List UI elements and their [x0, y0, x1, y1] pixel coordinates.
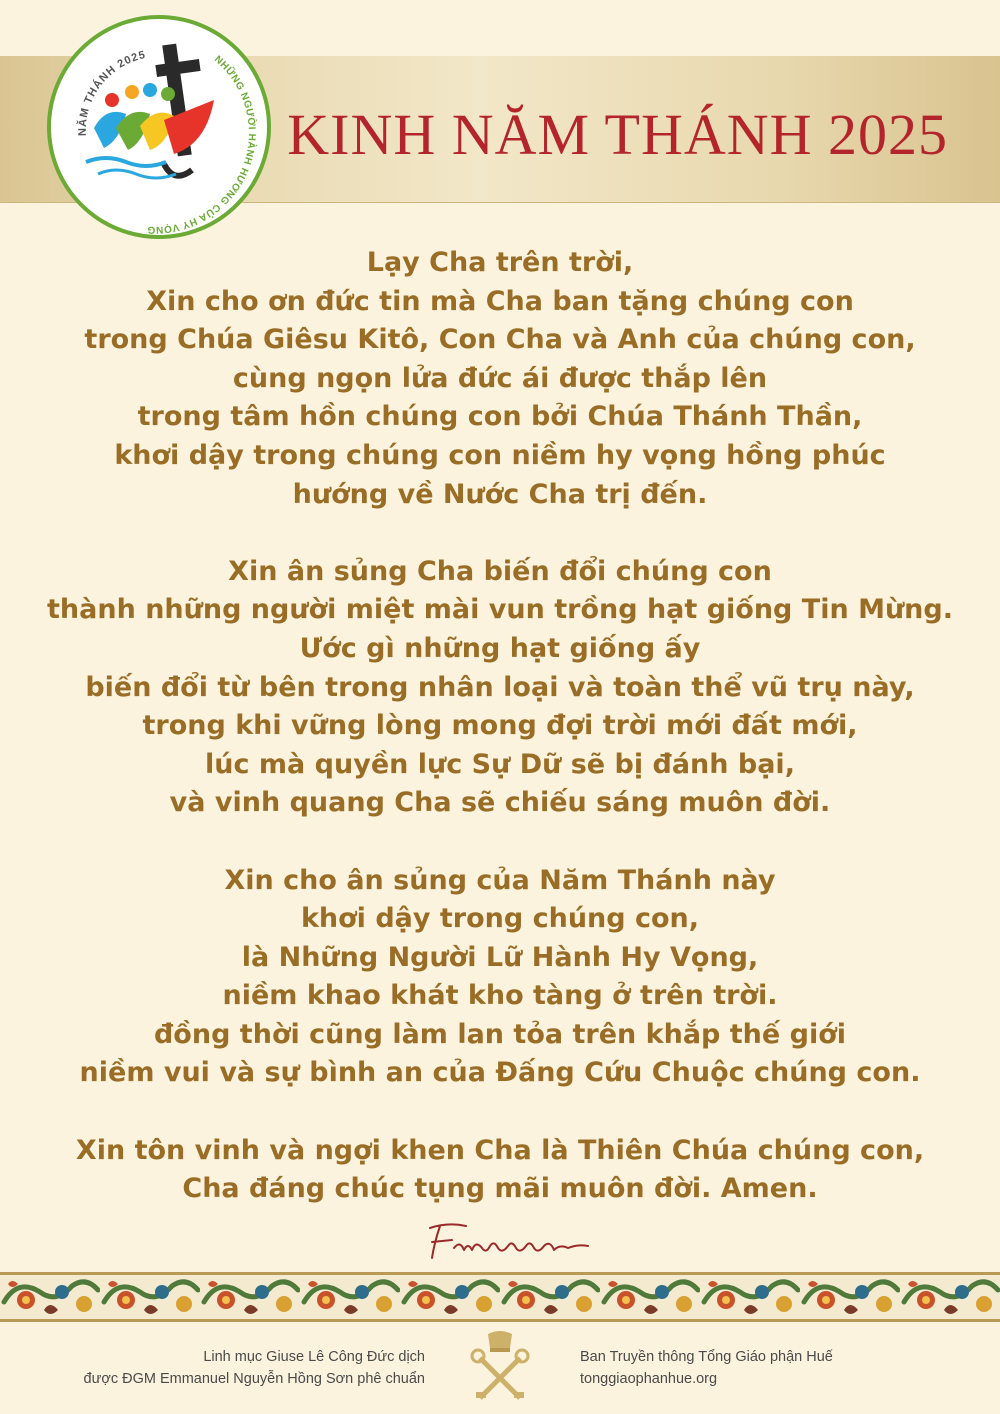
- prayer-line: lúc mà quyền lực Sự Dữ sẽ bị đánh bại,: [205, 748, 795, 780]
- ornament-pattern: [0, 1272, 1000, 1322]
- prayer-line: hướng về Nước Cha trị đến.: [292, 478, 708, 510]
- signature-franciscus: [418, 1220, 598, 1264]
- footer-left-line: Linh mục Giuse Lê Công Đức dịch: [203, 1349, 425, 1365]
- prayer-line: trong khi vững lòng mong đợi trời mới đất mới,: [142, 710, 858, 742]
- prayer-line: là Những Người Lữ Hành Hy Vọng,: [241, 941, 759, 973]
- prayer-line: thành những người miệt mài vun trồng hạt giống Tin Mừng.: [47, 594, 953, 626]
- vatican-keys-emblem-icon: [466, 1330, 534, 1406]
- prayer-line: đồng thời cũng làm lan tỏa trên khắp thế giới: [153, 1018, 847, 1050]
- footer-right-line: Ban Truyền thông Tổng Giáo phận Huế: [580, 1349, 833, 1365]
- prayer-line: cùng ngọn lửa đức ái được thắp lên: [232, 362, 768, 394]
- stanza-3: [0, 862, 1000, 1094]
- prayer-line: Xin tôn vinh và ngợi khen Cha là Thiên Chúa chúng con,: [75, 1134, 925, 1166]
- prayer-line: niềm khao khát kho tàng ở trên trời.: [222, 980, 778, 1012]
- prayer-line: khơi dậy trong chúng con niềm hy vọng hồng phúc: [114, 439, 886, 471]
- jubilee-logo-graphic: [46, 14, 272, 240]
- footer-publisher-credit: [580, 1346, 833, 1390]
- logo-ring-text: NHỮNG NGƯỜI HÀNH HƯƠNG CỦA HY VỌNG: [146, 53, 257, 235]
- prayer-line: biến đổi từ bên trong nhân loại và toàn thể vũ trụ này,: [85, 671, 915, 703]
- prayer-line: trong tâm hồn chúng con bởi Chúa Thánh Thần,: [137, 401, 863, 433]
- prayer-body: [0, 244, 1000, 1209]
- stanza-4: [0, 1132, 1000, 1209]
- ornamental-border: [0, 1272, 1000, 1322]
- prayer-line: và vinh quang Cha sẽ chiếu sáng muôn đời.: [169, 787, 831, 819]
- logo-top-text: NĂM THÁNH 2025: [76, 48, 148, 137]
- footer-left-line: được ĐGM Emmanuel Nguyễn Hồng Sơn phê chuẩn: [83, 1371, 425, 1387]
- page-title: KINH NĂM THÁNH 2025: [287, 102, 948, 167]
- prayer-line: Ước gì những hạt giống ấy: [299, 632, 701, 664]
- prayer-line: niềm vui và sự bình an của Đấng Cứu Chuộc chúng con.: [79, 1057, 921, 1089]
- footer-translator-credit: [84, 1346, 425, 1390]
- footer-website-link[interactable]: tonggiaophanhue.org: [580, 1371, 718, 1387]
- jubilee-logo: [46, 14, 272, 240]
- prayer-line: Xin ân sủng Cha biến đổi chúng con: [228, 555, 772, 587]
- prayer-line: khơi dậy trong chúng con,: [300, 903, 700, 935]
- prayer-line: trong Chúa Giêsu Kitô, Con Cha và Anh của chúng con,: [84, 324, 916, 356]
- prayer-line: Xin cho ân sủng của Năm Thánh này: [224, 864, 776, 896]
- prayer-line: Lạy Cha trên trời,: [366, 247, 634, 278]
- prayer-line: Cha đáng chúc tụng mãi muôn đời. Amen.: [182, 1173, 818, 1205]
- stanza-2: [0, 553, 1000, 823]
- stanza-1: [0, 244, 1000, 514]
- prayer-line: Xin cho ơn đức tin mà Cha ban tặng chúng con: [146, 285, 854, 317]
